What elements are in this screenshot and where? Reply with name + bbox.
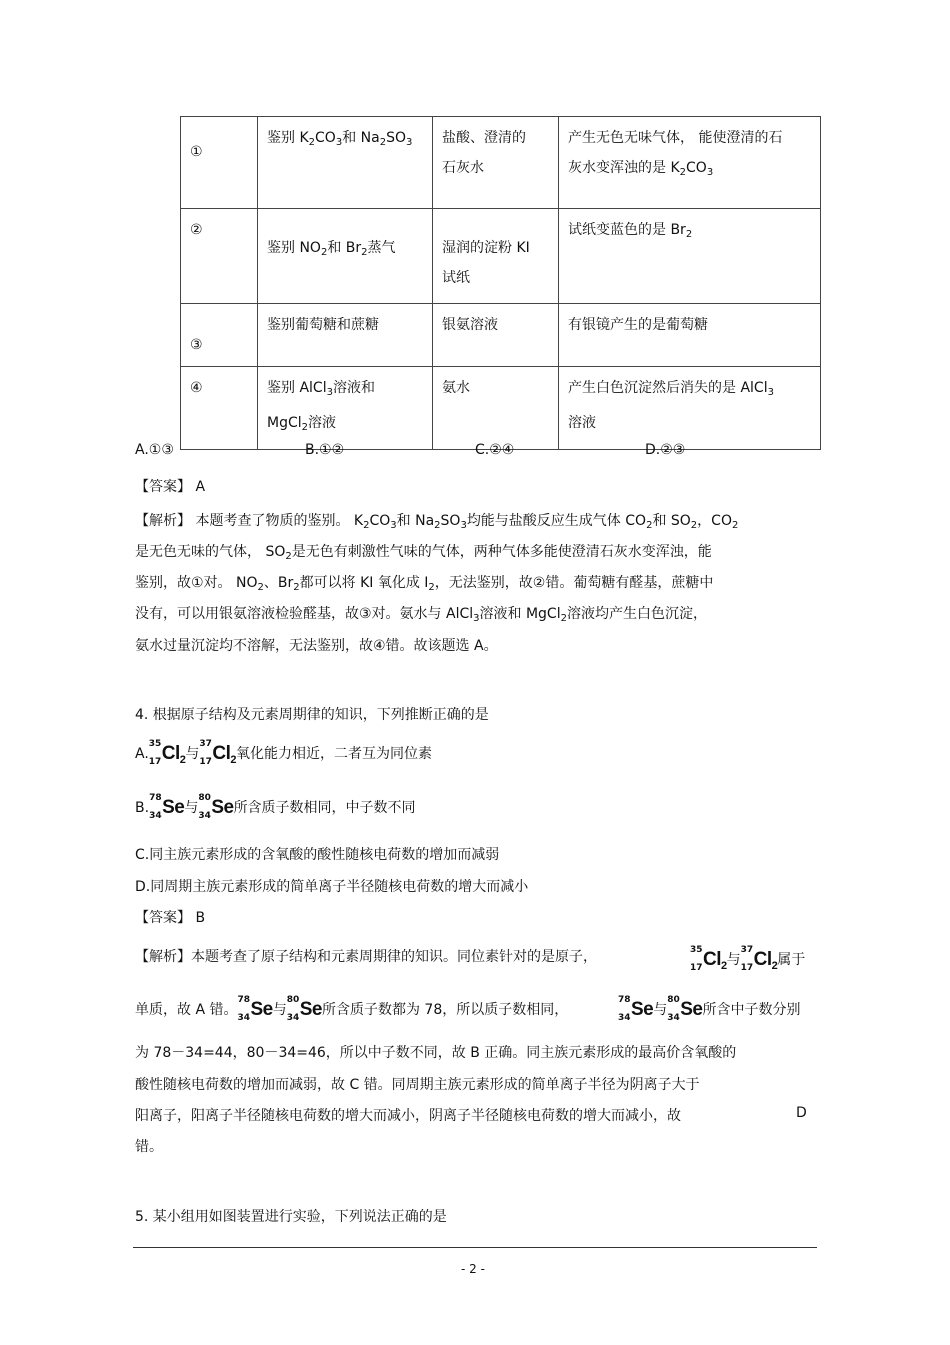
experiment-reagent: 盐酸、澄清的 石灰水 — [433, 117, 559, 209]
experiment-purpose: 鉴别葡萄糖和蔗糖 — [258, 304, 433, 367]
experiment-reagent: 湿润的淀粉 KI 试纸 — [433, 209, 559, 304]
footer-divider — [133, 1247, 817, 1248]
experiment-purpose: 鉴别 $K_2CO_3$和 $Na_2SO_3$ — [258, 117, 433, 209]
q4-analysis-line: 为 78－34=44，80－34=46，所以中子数不同，故 B 正确。同主族元素形成的最高价含氧酸的 — [135, 1045, 737, 1061]
row-number: ② — [181, 209, 258, 304]
experiment-table — [180, 116, 821, 450]
q4-option-c: C.同主族元素形成的含氧酸的酸性随核电荷数的增加而减弱 — [135, 847, 500, 863]
q3-analysis-line: 没有，可以用银氨溶液检验醛基，故③对。氨水与 AlCl$_3$溶液和 MgCl$_2$溶液均产生白色沉淀， — [135, 606, 707, 624]
experiment-reagent: 氨水 — [433, 367, 559, 450]
q4-analysis-line: 单质，故 A 错。 78 34 Se与 80 34 Se所含质子数都为 78，所以质子数相同， — [135, 995, 569, 1023]
question-4-stem: 4. 根据原子结构及元素周期律的知识，下列推断正确的是 — [135, 707, 489, 723]
q3-option-c: C.②④ — [475, 442, 515, 458]
question-5-stem: 5. 某小组用如图装置进行实验，下列说法正确的是 — [135, 1209, 447, 1225]
q3-option-d: D.②③ — [645, 442, 686, 458]
experiment-purpose: 鉴别 $NO_2$和 $Br_2$蒸气 — [258, 209, 433, 304]
table-row — [181, 117, 821, 209]
se80-isotope: 80 34 Se — [667, 995, 703, 1023]
se78-isotope: 78 34 Se — [149, 793, 185, 821]
table-row — [181, 304, 821, 367]
cl37-isotope: 37 17 $Cl_2$ — [740, 945, 778, 973]
table-row — [181, 367, 821, 450]
q3-analysis-line: 是无色无味的气体， $SO_2$是无色有刺激性气味的气体，两种气体多能使澄清石灰水变浑浊，能 — [135, 544, 712, 562]
se78-isotope: 78 34 Se — [237, 995, 273, 1023]
q3-analysis-line: 【解析】 本题考查了物质的鉴别。 $K_2CO_3$和 $Na_2SO_3$均能与盐酸反应生成气体 $CO_2$和 $SO_2$，$CO_2$ — [135, 513, 739, 531]
q4-analysis-isotopes: 78 34 Se与 80 34 Se所含中子数分别 — [618, 995, 801, 1023]
experiment-result: 试纸变蓝色的是 $Br_2$ — [559, 209, 821, 304]
experiment-result: 产生无色无味气体， 能使澄清的石 灰水变浑浊的是 $K_2CO_3$ — [559, 117, 821, 209]
experiment-reagent: 银氨溶液 — [433, 304, 559, 367]
q4-answer: 【答案】 B — [135, 910, 206, 926]
q4-option-d: D.同周期主族元素形成的简单离子半径随核电荷数的增大而减小 — [135, 879, 529, 895]
q4-analysis-line: 错。 — [135, 1139, 163, 1155]
q3-answer: 【答案】 A — [135, 479, 206, 495]
se80-isotope: 80 34 Se — [286, 995, 322, 1023]
q3-analysis-line: 鉴别，故①对。 $NO_2$、$Br_2$都可以将 KI 氧化成 $I_2$，无法鉴别，故②错。葡萄糖有醛基，蔗糖中 — [135, 575, 714, 593]
cl37-isotope: 37 17 $Cl_2$ — [199, 739, 237, 767]
experiment-result: 有银镜产生的是葡萄糖 — [559, 304, 821, 367]
row-number: ① — [181, 117, 258, 209]
q4-analysis-line: 阳离子，阳离子半径随核电荷数的增大而减小，阴离子半径随核电荷数的增大而减小，故 — [135, 1108, 681, 1124]
q4-analysis-line: 酸性随核电荷数的增加而减弱，故 C 错。同周期主族元素形成的简单离子半径为阴离子大于 — [135, 1077, 700, 1093]
row-number: ④ — [181, 367, 258, 450]
table-row — [181, 209, 821, 304]
se78-isotope: 78 34 Se — [618, 995, 654, 1023]
experiment-purpose: 鉴别 AlCl$_3$溶液和 MgCl$_2$溶液 — [258, 367, 433, 450]
page-number: - 2 - — [461, 1262, 485, 1276]
experiment-result: 产生白色沉淀然后消失的是 AlCl$_3$ 溶液 — [559, 367, 821, 450]
q4-option-b: B. 78 34 Se与 80 34 Se所含质子数相同，中子数不同 — [135, 793, 416, 821]
q4-analysis-isotopes: 35 17 $Cl_2$与 37 17 $Cl_2$属于 — [690, 945, 806, 973]
q4-option-a: A. 35 17 $Cl_2$与 37 17 $Cl_2$氧化能力相近，二者互为同位素 — [135, 739, 433, 767]
se80-isotope: 80 34 Se — [198, 793, 234, 821]
q3-option-b: B.①② — [305, 442, 345, 458]
q4-analysis-line: D — [796, 1105, 807, 1121]
q4-analysis-line: 【解析】本题考查了原子结构和元素周期律的知识。同位素针对的是原子， — [135, 949, 597, 965]
cl35-isotope: 35 17 $Cl_2$ — [148, 739, 186, 767]
q3-analysis-line: 氨水过量沉淀均不溶解，无法鉴别，故④错。故该题选 A。 — [135, 638, 498, 654]
cl35-isotope: 35 17 $Cl_2$ — [690, 945, 727, 973]
row-number: ③ — [181, 304, 258, 367]
q3-option-a: A.①③ — [135, 442, 174, 458]
